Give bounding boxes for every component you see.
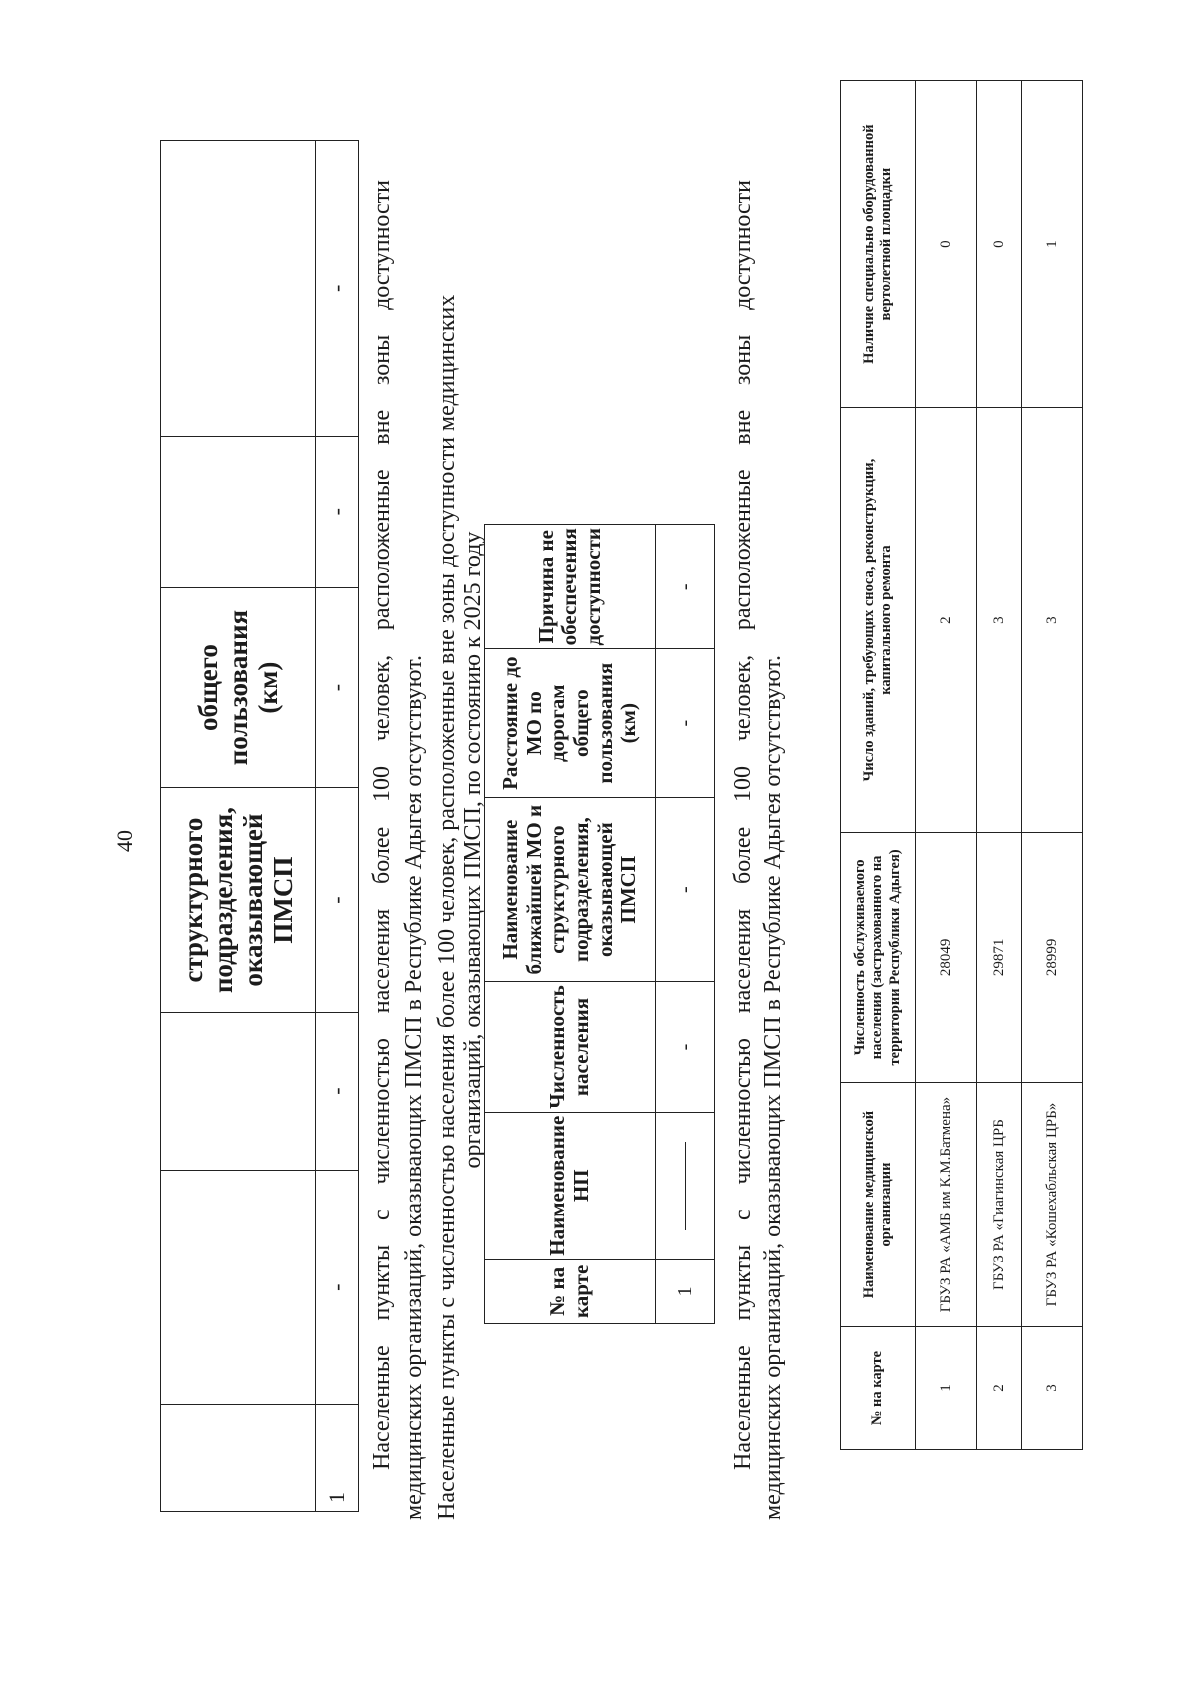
paragraph-line: медицинских организаций, оказывающих ПМСП в Республике Адыгея отсутствуют. [760,655,786,1520]
table-header-row [841,81,916,1450]
header-cell [161,141,316,437]
table-row [316,141,359,1512]
header-cell [161,1170,316,1404]
table-cell: - [316,1012,359,1170]
table-cell: 1 [1022,81,1083,408]
header-cell: Наименование медицинской организации [841,1083,916,1327]
table-cell: - [316,1170,359,1404]
table-cell: ГБУЗ РА «Кошехабльская ЦРБ» [1022,1083,1083,1327]
header-cell: Наименование НП [485,1112,656,1259]
header-cell: Причина не обеспечения доступности [485,525,656,649]
paragraph-line: медицинских организаций, оказывающих ПМСП в Республике Адыгея отсутствуют. [401,655,427,1520]
paragraph-line: Населенные пункты с численностью населения более 100 человек, расположенные вне зоны доступности [730,180,756,1470]
table-cell: 29871 [977,832,1022,1082]
settlements-table [484,524,715,1324]
table-header-row [485,525,656,1324]
header-cell: Численность обслуживаемого населения (застрахованного на территории Республики Адыгея) [841,832,916,1082]
header-cell: № на карте [485,1259,656,1323]
table-row [916,81,977,1450]
medical-organizations-table [840,80,1083,1450]
table-cell: ГБУЗ РА «АМБ им К.М.Батмена» [916,1083,977,1327]
table-cell: - [316,587,359,788]
table-cell: 1 [656,1259,715,1323]
table-cell: ГБУЗ РА «Гиагинская ЦРБ [977,1083,1022,1327]
table-cell: 2 [977,1327,1022,1450]
table-continuation [160,140,359,1512]
table-cell: - [316,436,359,587]
header-cell: структурного подразделения, оказывающей ПМСП [161,788,316,1012]
table-row [1022,81,1083,1450]
table-cell: - [656,797,715,981]
header-cell: общего пользования (км) [161,587,316,788]
paragraph-line: организаций, оказывающих ПМСП, по состоянию к 2025 году [460,531,486,1169]
table-row [656,525,715,1324]
blank-line [685,1142,686,1230]
table-cell: - [656,649,715,798]
table-header-row [161,141,316,1512]
table-row [977,81,1022,1450]
table-cell: - [316,141,359,437]
table-cell: 0 [916,81,977,408]
header-cell: № на карте [841,1327,916,1450]
table-cell: - [656,982,715,1112]
table-cell: 2 [916,408,977,832]
header-cell [161,436,316,587]
table-cell: 1 [316,1404,359,1511]
table-cell: 3 [1022,1327,1083,1450]
paragraph-line: Населенные пункты с численностью населения более 100 человек, расположенные вне зоны доступности [369,180,395,1470]
paragraph-line: Населенные пункты с численностью населения более 100 человек, расположенные вне зоны доступности медицинских [434,294,460,1520]
table-cell: - [656,525,715,649]
header-cell: Наименование ближайшей МО и структурного подразделения, оказывающей ПМСП [485,797,656,981]
header-cell: Число зданий, требующих сноса, реконструкции, капитального ремонта [841,408,916,832]
table-cell: 0 [977,81,1022,408]
header-cell [161,1404,316,1511]
table-cell [656,1112,715,1259]
table-cell: 3 [1022,408,1083,832]
table-cell: 1 [916,1327,977,1450]
table-cell: 28999 [1022,832,1083,1082]
header-cell: Наличие специально оборудованной вертолетной площадки [841,81,916,408]
table-cell: - [316,788,359,1012]
table-cell: 28049 [916,832,977,1082]
header-cell: Численность населения [485,982,656,1112]
header-cell: Расстояние до МО по дорогам общего пользования (км) [485,649,656,798]
header-cell [161,1012,316,1170]
table-cell: 3 [977,408,1022,832]
page-number: 40 [112,830,137,852]
